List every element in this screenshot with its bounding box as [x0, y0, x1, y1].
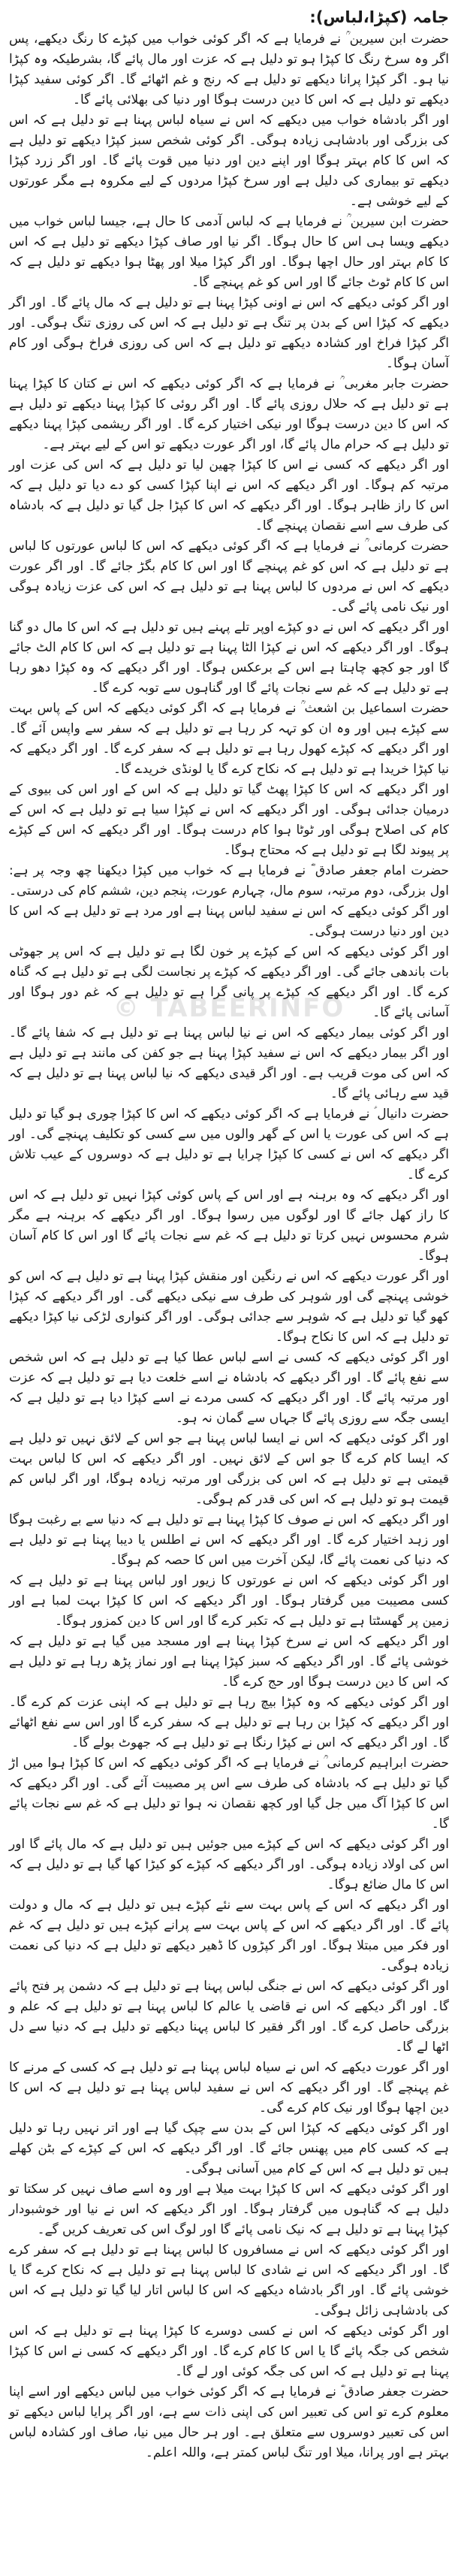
- paragraph: اور اگر کوئی دیکھے کہ کسی نے اسے لباس عطا کیا ہے تو دلیل ہے کہ اس شخص سے نفع پائے گا۔ اور اگر دیکھے کہ بادشاہ نے اسے خلعت دیا ہے تو دلیل ہے کہ عزت اور مرتبہ پائے گا۔ اور اگر دیکھے کہ کسی مردے نے اسے کپڑا دیا ہے تو دلیل ہے کہ ایسی جگہ سے روزی پائے گا جہاں سے گمان نہ ہو۔: [9, 1350, 449, 1426]
- paragraph: حضرت امام جعفر صادق ؓ نے فرمایا ہے کہ خواب میں کپڑا دیکھنا چھ وجہ پر ہے: اول بزرگی، دوم مرتبہ، سوم مال، چہارم عورت، پنجم دین، ششم کام کی درستی۔ اور اگر کوئی دیکھے کہ اس نے سفید لباس پہنا ہے اور مرد ہے تو دلیل ہے کہ اس کا دین اور دنیا درست ہوگی۔: [9, 863, 449, 939]
- paragraph: اور اگر کوئی دیکھے کہ کپڑا اس کے بدن سے چپک گیا ہے اور اتر نہیں رہا تو دلیل ہے کہ کسی کام میں پھنس جائے گا۔ اور اگر دیکھے کہ اس کے کپڑے کے بٹن کھلے ہیں تو دلیل ہے کہ اس کے کام میں آسانی ہوگی۔: [9, 2121, 449, 2176]
- paragraph: حضرت جابر مغربی ؒ نے فرمایا ہے کہ اگر کوئی دیکھے کہ اس نے کتان کا کپڑا پہنا ہے تو دلیل ہے کہ حلال روزی پائے گا۔ اور اگر روئی کا کپڑا پہنا دیکھے تو دلیل ہے کہ اس کا دین درست ہوگا اور نیکی اختیار کرے گا۔ اور اگر ریشمی کپڑا پہنا دیکھے تو دلیل ہے کہ حرام مال پائے گا، اور اگر عورت دیکھے تو اس کے لیے بہتر ہے۔: [9, 376, 449, 452]
- paragraph: اور اگر کوئی دیکھے کہ وہ کپڑا بیچ رہا ہے تو دلیل ہے کہ اپنی عزت کم کرے گا۔ اور اگر دیکھے کہ کپڑا بن رہا ہے تو دلیل ہے کہ سفر کرے گا اور اس سے نفع اٹھائے گا۔ اور اگر دیکھے کہ اس نے کپڑا رنگا ہے تو دلیل ہے کہ جھوٹ بولے گا۔: [9, 1695, 449, 1750]
- paragraph: اور اگر دیکھے کہ کسی نے اس کا کپڑا چھین لیا تو دلیل ہے کہ اس کی عزت اور مرتبہ کم ہوگا۔ اور اگر دیکھے کہ اس نے اپنا کپڑا کسی کو دے دیا تو دلیل ہے کہ اس کا راز ظاہر ہوگا۔ اور اگر دیکھے کہ اس کا کپڑا جل گیا تو دلیل ہے کہ بادشاہ کی طرف سے اسے نقصان پہنچے گا۔: [9, 458, 449, 533]
- paragraph: اور اگر دیکھے کہ وہ برہنہ ہے اور اس کے پاس کوئی کپڑا نہیں تو دلیل ہے کہ اس کا راز کھل جائے گا اور لوگوں میں رسوا ہوگا۔ اور اگر دیکھے کہ برہنہ ہے مگر شرم محسوس نہیں کرتا تو دلیل ہے کہ غم سے نجات پائے گا اور اس کا کام آسان ہوگا۔: [9, 1188, 449, 1264]
- paragraph: اور اگر کوئی دیکھے کہ اس نے جنگی لباس پہنا ہے تو دلیل ہے کہ دشمن پر فتح پائے گا۔ اور اگر دیکھے کہ اس نے قاضی یا عالم کا لباس پہنا ہے تو دلیل ہے کہ علم و بزرگی حاصل کرے گا۔ اور اگر فقیر کا لباس پہنا دیکھے تو دلیل ہے کہ دنیا سے دل اٹھا لے گا۔: [9, 1979, 449, 2055]
- paragraph: اور اگر کوئی دیکھے کہ اس کے کپڑے پر خون لگا ہے تو دلیل ہے کہ اس پر جھوٹی بات باندھی جائے گی۔ اور اگر دیکھے کہ کپڑے پر نجاست لگی ہے تو دلیل ہے کہ گناہ کرے گا۔ اور اگر دیکھے کہ کپڑے پر پانی گرا ہے تو دلیل ہے کہ غم دور ہوگا اور آسانی پائے گا۔: [9, 944, 449, 1020]
- paragraph: اور اگر کوئی بیمار دیکھے کہ اس نے نیا لباس پہنا ہے تو دلیل ہے کہ شفا پائے گا۔ اور اگر بیمار دیکھے کہ اس نے سفید کپڑا پہنا ہے جو کفن کی مانند ہے تو دلیل ہے کہ اس کی موت قریب ہے۔ اور اگر قیدی دیکھے کہ نیا لباس پہنا ہے تو دلیل ہے کہ قید سے رہائی پائے گا۔: [9, 1025, 449, 1101]
- paragraph: اور اگر عورت دیکھے کہ اس نے سیاہ لباس پہنا ہے تو دلیل ہے کہ کسی کے مرنے کا غم پہنچے گا۔ اور اگر دیکھے کہ اس نے سفید لباس پہنا ہے تو دلیل ہے کہ اس کا دین اچھا ہوگا اور نیک کام کرے گی۔: [9, 2060, 449, 2115]
- paragraph: اور اگر عورت دیکھے کہ اس نے رنگین اور منقش کپڑا پہنا ہے تو دلیل ہے کہ اس کو خوشی پہنچے گی اور شوہر کی طرف سے نیکی دیکھے گی۔ اور اگر دیکھے کہ کپڑا کھو گیا تو دلیل ہے کہ شوہر سے جدائی ہوگی۔ اور اگر کنواری لڑکی نیا کپڑا دیکھے تو دلیل ہے کہ اس کا نکاح ہوگا۔: [9, 1269, 449, 1345]
- paragraph: حضرت ابراہیم کرمانی ؒ نے فرمایا ہے کہ اگر کوئی دیکھے کہ اس کا کپڑا ہوا میں اڑ گیا تو دلیل ہے کہ بادشاہ کی طرف سے اس پر مصیبت آئے گی۔ اور اگر دیکھے کہ اس کا کپڑا آگ میں جل گیا اور کچھ نقصان نہ ہوا تو دلیل ہے کہ غم سے نجات پائے گا۔: [9, 1756, 449, 1832]
- paragraph: اور اگر کوئی دیکھے کہ اس نے مسافروں کا لباس پہنا ہے تو دلیل ہے کہ سفر کرے گا۔ اور اگر دیکھے کہ اس نے شادی کا لباس پہنا ہے تو دلیل ہے کہ نکاح کرے گا یا خوشی پائے گا۔ اور اگر بادشاہ دیکھے کہ اس کا لباس اتار لیا گیا تو دلیل ہے کہ اس کی بادشاہی زائل ہوگی۔: [9, 2242, 449, 2318]
- paragraph: اور اگر کوئی دیکھے کہ اس کا کپڑا بہت میلا ہے اور وہ اسے صاف نہیں کر سکتا تو دلیل ہے کہ گناہوں میں گرفتار ہوگا۔ اور اگر دیکھے کہ اس نے نیا اور خوشبودار کپڑا پہنا ہے تو دلیل ہے کہ نیک نامی پائے گا اور لوگ اس کی تعریف کریں گے۔: [9, 2182, 449, 2237]
- paragraph: اور اگر دیکھے کہ اس نے سرخ کپڑا پہنا ہے اور مسجد میں گیا ہے تو دلیل ہے کہ خوشی پائے گا۔ اور اگر دیکھے کہ سبز کپڑا پہنا ہے اور نماز پڑھ رہا ہے تو دلیل ہے کہ اس کا دین درست ہوگا اور حج کرے گا۔: [9, 1634, 449, 1690]
- watermark-logo: © TABEERINFO: [113, 993, 345, 1023]
- paragraph: حضرت کرمانی ؒ نے فرمایا ہے کہ اگر کوئی دیکھے کہ اس کا لباس عورتوں کا لباس ہے تو دلیل ہے کہ اس کو غم پہنچے گا اور اس کا کام بگڑ جائے گا۔ اور اگر عورت دیکھے کہ اس نے مردوں کا لباس پہنا ہے تو دلیل ہے کہ اس کی عزت زیادہ ہوگی اور نیک نامی پائے گی۔: [9, 539, 449, 615]
- paragraph: اور اگر دیکھے کہ اس کے پاس بہت سے نئے کپڑے ہیں تو دلیل ہے کہ مال و دولت پائے گا۔ اور اگر دیکھے کہ اس کے پاس بہت سے پرانے کپڑے ہیں تو دلیل ہے کہ غم اور فکر میں مبتلا ہوگا۔ اور اگر کپڑوں کا ڈھیر دیکھے تو دلیل ہے کہ دنیا کی نعمت زیادہ ہوگی۔: [9, 1898, 449, 1974]
- entry-title: جامہ (کپڑا،لباس):: [309, 8, 449, 26]
- paragraph: اور اگر دیکھے کہ اس نے صوف کا کپڑا پہنا ہے تو دلیل ہے کہ دنیا سے بے رغبت ہوگا اور زہد اختیار کرے گا۔ اور اگر دیکھے کہ اس نے اطلس یا دیبا پہنا ہے تو دلیل ہے کہ دنیا کی نعمت پائے گا، لیکن آخرت میں اس کا حصہ کم ہوگا۔: [9, 1512, 449, 1568]
- paragraph: حضرت ابن سیرین ؒ نے فرمایا ہے کہ لباس آدمی کا حال ہے، جیسا لباس خواب میں دیکھے ویسا ہی اس کا حال ہوگا۔ اگر نیا اور صاف کپڑا دیکھے تو دلیل ہے کہ اس کا کام بہتر اور حال اچھا ہوگا۔ اور اگر کپڑا میلا اور پھٹا ہوا دیکھے تو دلیل ہے کہ اس کا کام ٹوٹ جائے گا اور اس کو غم پہنچے گا۔: [9, 214, 449, 290]
- paragraph: اور اگر دیکھے کہ اس نے دو کپڑے اوپر تلے پہنے ہیں تو دلیل ہے کہ اس کا مال دو گنا ہوگا۔ اور اگر دیکھے کہ اس نے کپڑا الٹا پہنا ہے تو دلیل ہے کہ اس کا کام الٹ جائے گا اور جو کچھ چاہتا ہے اس کے برعکس ہوگا۔ اور اگر دیکھے کہ وہ کپڑا دھو رہا ہے تو دلیل ہے کہ غم سے نجات پائے گا اور گناہوں سے توبہ کرے گا۔: [9, 620, 449, 696]
- paragraph: اور اگر دیکھے کہ اس کا کپڑا پھٹ گیا تو دلیل ہے کہ اس کے اور اس کی بیوی کے درمیان جدائی ہوگی۔ اور اگر دیکھے کہ اس نے کپڑا سیا ہے تو دلیل ہے کہ اس کے کام کی اصلاح ہوگی اور ٹوٹا ہوا کام درست ہوگا۔ اور اگر دیکھے کہ اس کے کپڑے پر پیوند لگا ہے تو دلیل ہے کہ محتاج ہوگا۔: [9, 782, 449, 858]
- paragraph: اور اگر کوئی دیکھے کہ اس نے ایسا لباس پہنا ہے جو اس کے لائق نہیں تو دلیل ہے کہ ایسا کام کرے گا جو اس کے لائق نہیں۔ اور اگر دیکھے کہ اس کا لباس بہت قیمتی ہے تو دلیل ہے کہ اس کی بزرگی اور مرتبہ زیادہ ہوگا، اور اگر لباس کم قیمت ہو تو دلیل ہے کہ اس کی قدر کم ہوگی۔: [9, 1431, 449, 1507]
- paragraph: اور اگر بادشاہ خواب میں دیکھے کہ اس نے سیاہ لباس پہنا ہے تو دلیل ہے کہ اس کی بزرگی اور بادشاہی زیادہ ہوگی۔ اگر کوئی شخص سبز کپڑا دیکھے تو دلیل ہے کہ اس کا کام بہتر ہوگا اور اپنے دین اور دنیا میں قوت پائے گا۔ اور اگر زرد کپڑا دیکھے تو بیماری کی دلیل ہے اور سرخ کپڑا مردوں کے لیے مکروہ ہے مگر عورتوں کے لیے خوشی ہے۔: [9, 113, 449, 209]
- paragraph: اور اگر کوئی دیکھے کہ اس نے عورتوں کا زیور اور لباس پہنا ہے تو دلیل ہے کہ کسی مصیبت میں گرفتار ہوگا۔ اور اگر دیکھے کہ اس کا کپڑا بہت لمبا ہے اور زمین پر گھسٹتا ہے تو دلیل ہے کہ تکبر کرے گا اور اس کا دین کمزور ہوگا۔: [9, 1573, 449, 1629]
- paragraph: حضرت ابن سیرین ؒ نے فرمایا ہے کہ اگر کوئی خواب میں کپڑے کا رنگ دیکھے، پس اگر وہ سرخ رنگ کا کپڑا ہو تو دلیل ہے کہ عزت اور مال پائے گا، بشرطیکہ وہ کپڑا نیا ہو۔ اگر کپڑا پرانا دیکھے تو دلیل ہے کہ رنج و غم اٹھائے گا۔ اگر کوئی سفید کپڑا دیکھے تو دلیل ہے کہ اس کا دین درست ہوگا اور دنیا کی بھلائی پائے گا۔: [9, 32, 449, 107]
- paragraph: حضرت دانیال ؑ نے فرمایا ہے کہ اگر کوئی دیکھے کہ اس کا کپڑا چوری ہو گیا تو دلیل ہے کہ اس کی عورت یا اس کے گھر والوں میں سے کسی کو تکلیف پہنچے گی۔ اور اگر دیکھے کہ اس نے کسی کا کپڑا چرایا ہے تو دلیل ہے کہ دوسروں کے عیب تلاش کرے گا۔: [9, 1107, 449, 1182]
- paragraph: اور اگر کوئی دیکھے کہ اس نے کسی دوسرے کا کپڑا پہنا ہے تو دلیل ہے کہ اس شخص کی جگہ پائے گا یا اس کا کام کرے گا۔ اور اگر دیکھے کہ کسی نے اس کا کپڑا پہنا ہے تو دلیل ہے کہ اس کی جگہ کوئی اور لے گا۔: [9, 2324, 449, 2379]
- paragraph: حضرت اسماعیل بن اشعث ؒ نے فرمایا ہے کہ اگر کوئی دیکھے کہ اس کے پاس بہت سے کپڑے ہیں اور وہ ان کو تہہ کر رہا ہے تو دلیل ہے کہ سفر سے واپس آئے گا۔ اور اگر دیکھے کہ کپڑے کھول رہا ہے تو دلیل ہے کہ سفر کرے گا۔ اور اگر دیکھے کہ نیا کپڑا خریدا ہے تو دلیل ہے کہ نکاح کرے گا یا لونڈی خریدے گا۔: [9, 701, 449, 777]
- paragraph: اور اگر کوئی دیکھے کہ اس کے کپڑے میں جوئیں ہیں تو دلیل ہے کہ مال پائے گا اور اس کی اولاد زیادہ ہوگی۔ اور اگر دیکھے کہ کپڑے کو کیڑا کھا گیا ہے تو دلیل ہے کہ اس کا مال ضائع ہوگا۔: [9, 1837, 449, 1892]
- paragraph: اور اگر کوئی دیکھے کہ اس نے اونی کپڑا پہنا ہے تو دلیل ہے کہ مال پائے گا۔ اور اگر دیکھے کہ کپڑا اس کے بدن پر تنگ ہے تو دلیل ہے کہ اس کی روزی تنگ ہوگی۔ اور اگر کپڑا فراخ اور کشادہ دیکھے تو دلیل ہے کہ اس کی روزی فراخ ہوگی اور کام آسان ہوگا۔: [9, 295, 449, 371]
- paragraph: حضرت جعفر صادق ؓ نے فرمایا ہے کہ اگر کوئی خواب میں لباس دیکھے اور اسے اپنا معلوم کرے تو اس کی تعبیر اس کی اپنی ذات سے ہے، اور اگر پرایا لباس دیکھے تو اس کی تعبیر دوسروں سے متعلق ہے۔ اور ہر حال میں نیا، صاف اور کشادہ لباس بہتر ہے اور پرانا، میلا اور تنگ لباس کمتر ہے، واللہ اعلم۔: [9, 2384, 449, 2460]
- article-heading: [9, 8, 449, 29]
- article-body: [9, 29, 449, 2463]
